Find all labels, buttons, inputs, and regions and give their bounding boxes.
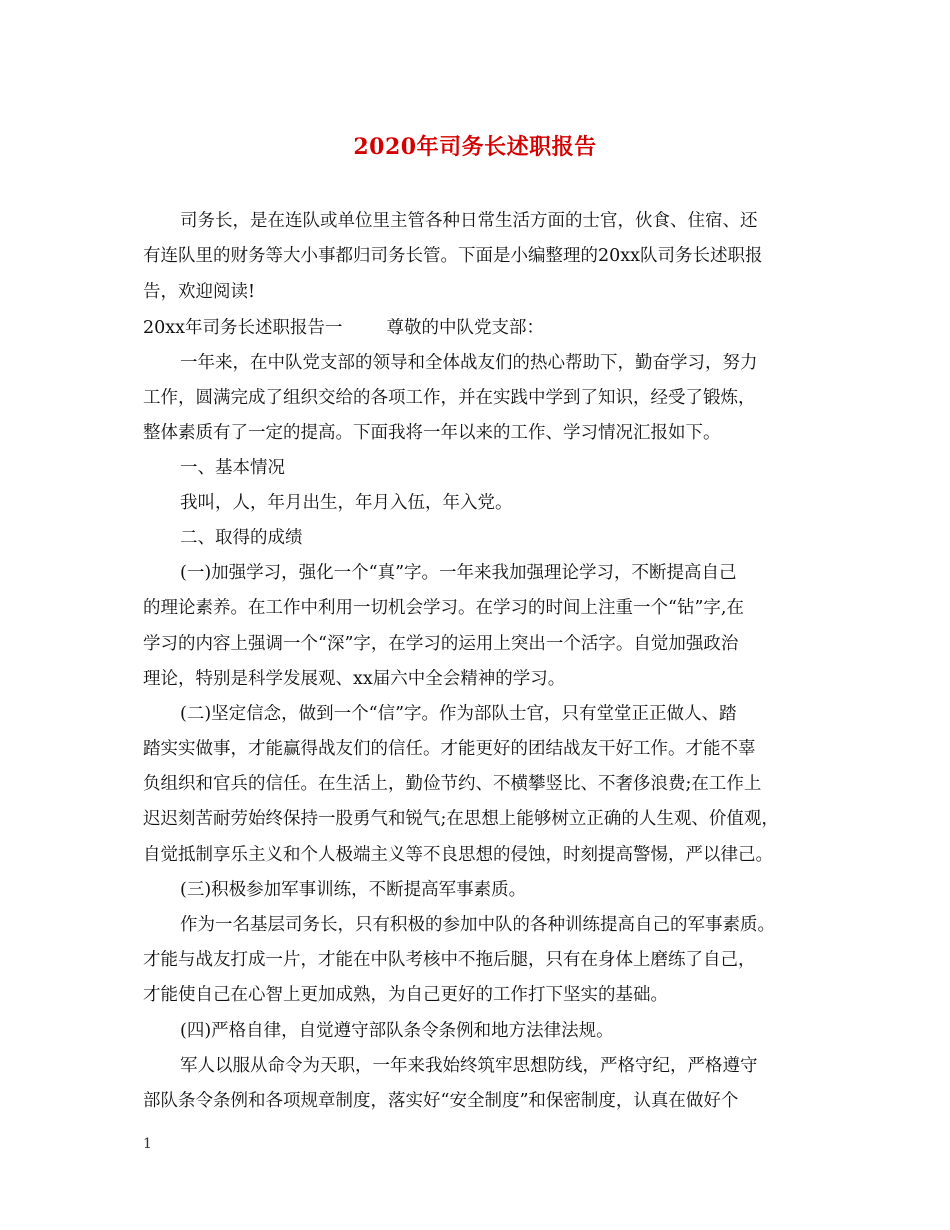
paragraph-line: (二)坚定信念，做到一个“信”字。作为部队士官，只有堂堂正正做人、踏 xyxy=(180,704,737,724)
paragraph-line: 自觉抵制享乐主义和个人极端主义等不良思想的侵蚀，时刻提高警惕，严以律己。 xyxy=(143,845,773,865)
paragraph-line: 的理论素养。在工作中利用一切机会学习。在学习的时间上注重一个“钻”字,在 xyxy=(143,598,744,618)
paragraph-line: 司务长，是在连队或单位里主管各种日常生活方面的士官，伙食、住宿、还 xyxy=(180,211,758,231)
paragraph-line: 作为一名基层司务长，只有积极的参加中队的各种训练提高自己的军事素质。 xyxy=(180,915,775,935)
paragraph-line: 踏实实做事，才能赢得战友们的信任。才能更好的团结战友干好工作。才能不辜 xyxy=(143,739,756,759)
section-heading: (四)严格自律，自觉遵守部队条令条例和地方法律法规。 xyxy=(180,1021,614,1041)
paragraph-line: 部队条令条例和各项规章制度，落实好“安全制度”和保密制度，认真在做好个 xyxy=(143,1091,739,1111)
section-heading: 二、取得的成绩 xyxy=(180,528,303,548)
paragraph-line: 理论，特别是科学发展观、xx届六中全会精神的学习。 xyxy=(143,669,566,689)
report-heading: 20xx年司务长述职报告一 xyxy=(143,318,343,338)
paragraph-line: 学习的内容上强调一个“深”字，在学习的运用上突出一个活字。自觉加强政治 xyxy=(143,634,739,654)
section-heading: (三)积极参加军事训练，不断提高军事素质。 xyxy=(180,880,527,900)
paragraph-line: 才能使自己在心智上更加成熟，为自己更好的工作打下坚实的基础。 xyxy=(143,985,668,1005)
paragraph-line: (一)加强学习，强化一个“真”字。一年来我加强理论学习，不断提高自己 xyxy=(180,563,737,583)
paragraph-line: 工作，圆满完成了组织交给的各项工作，并在实践中学到了知识，经受了锻炼， xyxy=(143,388,756,408)
paragraph-line: 我叫，人，年月出生，年月入伍，年入党。 xyxy=(180,493,513,513)
paragraph-line: 有连队里的财务等大小事都归司务长管。下面是小编整理的20xx队司务长述职报 xyxy=(143,246,763,266)
paragraph-line: 整体素质有了一定的提高。下面我将一年以来的工作、学习情况汇报如下。 xyxy=(143,423,721,443)
paragraph-line: 告，欢迎阅读! xyxy=(143,282,256,302)
section-heading-line xyxy=(143,316,544,340)
page-number: 1 xyxy=(143,1136,152,1152)
paragraph-line: 迟迟刻苦耐劳始终保持一股勇气和锐气;在思想上能够树立正确的人生观、价值观， xyxy=(143,809,779,829)
document-title: 2020年司务长述职报告 xyxy=(353,134,597,160)
paragraph-line: 军人以服从命令为天职，一年来我始终筑牢思想防线，严格守纪，严格遵守 xyxy=(180,1056,758,1076)
section-heading: 一、基本情况 xyxy=(180,458,285,478)
salutation: 尊敬的中队党支部： xyxy=(386,318,545,338)
paragraph-line: 一年来，在中队党支部的领导和全体战友们的热心帮助下，勤奋学习，努力 xyxy=(180,353,758,373)
paragraph-line: 负组织和官兵的信任。在生活上，勤俭节约、不横攀竖比、不奢侈浪费;在工作上 xyxy=(143,774,762,794)
paragraph-line: 才能与战友打成一片，才能在中队考核中不拖后腿，只有在身体上磨练了自己， xyxy=(143,950,756,970)
